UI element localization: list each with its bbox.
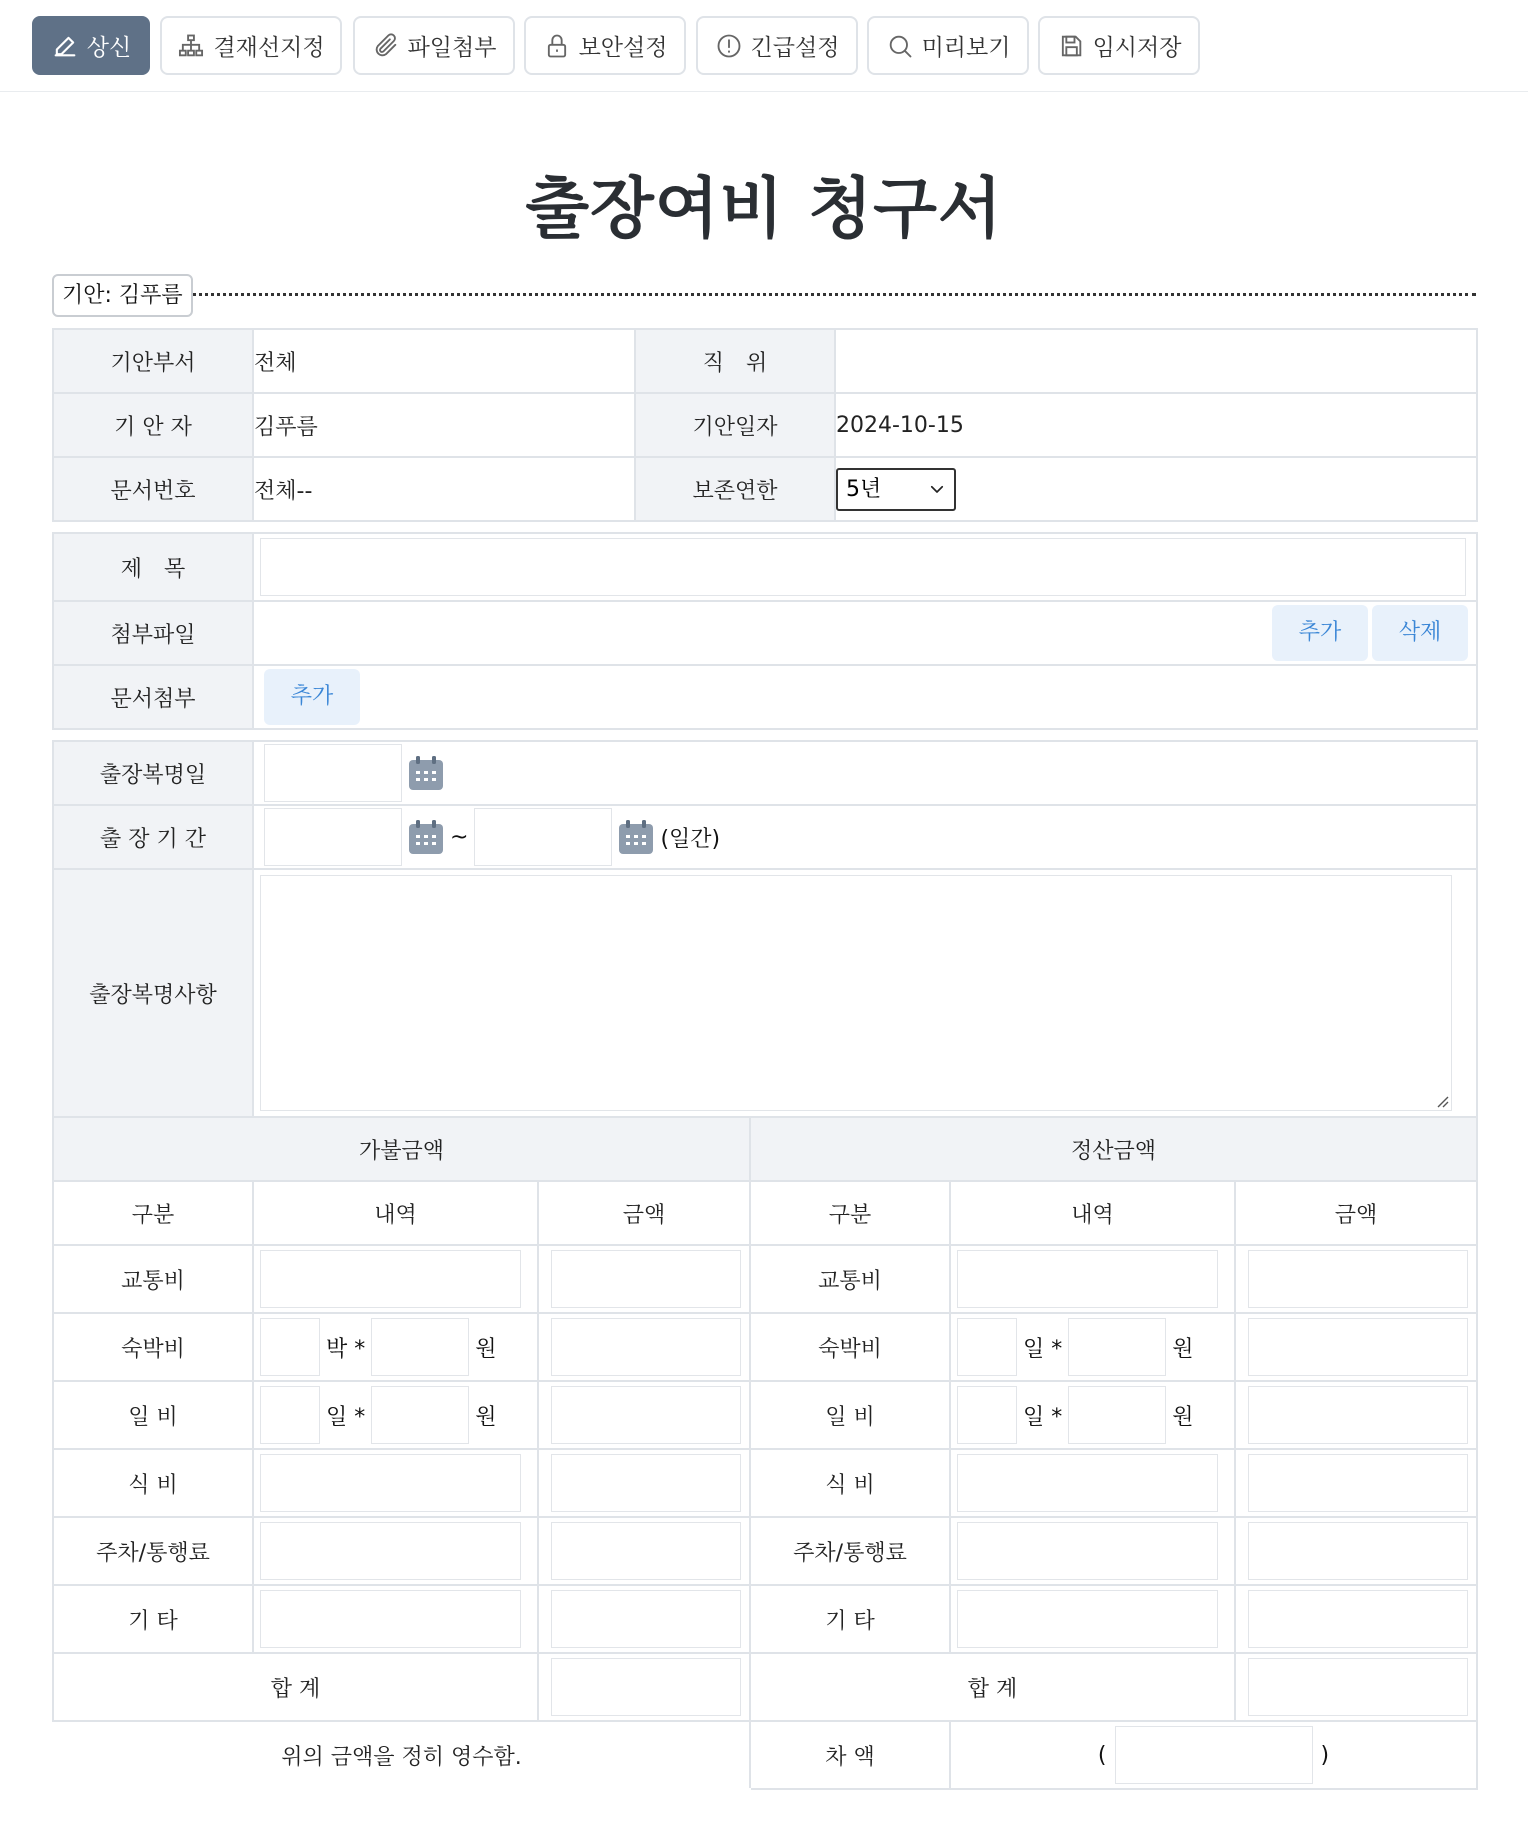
advance-etc-amount[interactable]	[551, 1590, 741, 1648]
period-label: 출 장 기 간	[53, 805, 253, 869]
row-meal-label: 식 비	[750, 1449, 950, 1517]
paren-close: )	[1320, 1742, 1330, 1768]
attach-delete-button[interactable]: 삭제	[1372, 605, 1468, 661]
advance-parking-detail[interactable]	[260, 1522, 521, 1580]
row-parking-label: 주차/통행료	[53, 1517, 253, 1585]
settle-parking-amount[interactable]	[1248, 1522, 1468, 1580]
settle-lodging-amount[interactable]	[1248, 1318, 1468, 1376]
temp-save-button[interactable]	[1038, 16, 1200, 75]
header-info-table	[52, 328, 1478, 522]
attach-file-label: 파일첨부	[407, 35, 497, 61]
org-chart-icon	[177, 32, 205, 60]
unit-won: 원	[475, 1336, 497, 1362]
settle-etc-detail[interactable]	[957, 1590, 1218, 1648]
alert-circle-icon	[715, 32, 743, 60]
settle-daily-rate[interactable]	[1068, 1386, 1166, 1444]
temp-save-label: 임시저장	[1092, 35, 1182, 61]
attach-file-button[interactable]	[353, 16, 515, 75]
table-row	[53, 1245, 1477, 1313]
preview-button[interactable]	[867, 16, 1029, 75]
advance-etc-detail[interactable]	[260, 1590, 521, 1648]
row-meal-label: 식 비	[53, 1449, 253, 1517]
advance-header: 가불금액	[53, 1117, 750, 1181]
submit-label: 상신	[86, 35, 132, 61]
advance-transport-amount[interactable]	[551, 1250, 741, 1308]
row-daily-label: 일 비	[53, 1381, 253, 1449]
table-row	[53, 1517, 1477, 1585]
unit-won: 원	[1172, 1336, 1194, 1362]
row-transport-label: 교통비	[53, 1245, 253, 1313]
advance-daily-rate[interactable]	[371, 1386, 469, 1444]
settle-transport-detail[interactable]	[957, 1250, 1218, 1308]
draft-date-value: 2024-10-15	[835, 393, 1477, 457]
diff-amount-input[interactable]	[1115, 1726, 1313, 1784]
draft-date-label: 기안일자	[635, 393, 835, 457]
period-tilde: ~	[450, 824, 469, 850]
row-daily-label: 일 비	[750, 1381, 950, 1449]
security-button[interactable]	[524, 16, 686, 75]
calendar-icon[interactable]	[408, 819, 444, 855]
col-category: 구분	[53, 1181, 253, 1245]
doc-no-value: 전체--	[253, 457, 635, 521]
calendar-icon[interactable]	[618, 819, 654, 855]
drafter-label: 기 안 자	[53, 393, 253, 457]
row-etc-label: 기 타	[53, 1585, 253, 1653]
diff-label: 차 액	[750, 1721, 950, 1789]
pencil-icon	[51, 32, 79, 60]
advance-lodging-rate[interactable]	[371, 1318, 469, 1376]
doc-no-label: 문서번호	[53, 457, 253, 521]
unit-day: 일 *	[1023, 1404, 1063, 1430]
unit-won: 원	[475, 1404, 497, 1430]
advance-daily-amount[interactable]	[551, 1386, 741, 1444]
retention-label: 보존연한	[635, 457, 835, 521]
resize-handle-icon[interactable]	[1435, 1094, 1449, 1108]
row-parking-label: 주차/통행료	[750, 1517, 950, 1585]
submit-button[interactable]	[32, 16, 150, 75]
position-label: 직 위	[635, 329, 835, 393]
paren-open: (	[1097, 1742, 1107, 1768]
col-detail: 내역	[950, 1181, 1235, 1245]
drafter-value: 김푸름	[253, 393, 635, 457]
settle-daily-amount[interactable]	[1248, 1386, 1468, 1444]
retention-select-wrap	[836, 468, 956, 511]
urgent-button[interactable]	[696, 16, 858, 75]
trip-expense-table	[52, 740, 1478, 1790]
receipt-text: 위의 금액을 정히 영수함.	[53, 1721, 750, 1789]
document-title: 출장여비 청구서	[525, 170, 1003, 247]
attach-add-button[interactable]: 추가	[1272, 605, 1368, 661]
subject-input[interactable]	[260, 538, 1466, 596]
report-textarea[interactable]	[260, 875, 1452, 1111]
col-category: 구분	[750, 1181, 950, 1245]
advance-daily-days[interactable]	[260, 1386, 320, 1444]
period-start-input[interactable]	[264, 808, 402, 866]
security-label: 보안설정	[578, 35, 668, 61]
settle-daily-days[interactable]	[957, 1386, 1017, 1444]
approval-line-button[interactable]	[160, 16, 342, 75]
table-row	[53, 1381, 1477, 1449]
settle-transport-amount[interactable]	[1248, 1250, 1468, 1308]
unit-day: 일 *	[1023, 1336, 1063, 1362]
position-value	[835, 329, 1477, 393]
col-amount: 금액	[538, 1181, 750, 1245]
report-label: 출장복명사항	[53, 869, 253, 1117]
advance-lodging-nights[interactable]	[260, 1318, 320, 1376]
settle-lodging-days[interactable]	[957, 1318, 1017, 1376]
drafter-tag: 기안: 김푸름	[52, 274, 193, 317]
table-row	[53, 1313, 1477, 1381]
advance-total-amount[interactable]	[551, 1658, 741, 1716]
row-etc-label: 기 타	[750, 1585, 950, 1653]
calendar-icon[interactable]	[408, 755, 444, 791]
doc-attach-label: 문서첨부	[53, 665, 253, 729]
settle-parking-detail[interactable]	[957, 1522, 1218, 1580]
settle-meal-detail[interactable]	[957, 1454, 1218, 1512]
table-row	[53, 1449, 1477, 1517]
attach-file-row-label: 첨부파일	[53, 601, 253, 665]
settle-total-label: 합 계	[750, 1653, 1235, 1721]
days-label: (일간)	[660, 826, 721, 852]
col-amount: 금액	[1235, 1181, 1477, 1245]
col-detail: 내역	[253, 1181, 538, 1245]
subject-table	[52, 532, 1478, 730]
settle-meal-amount[interactable]	[1248, 1454, 1468, 1512]
advance-meal-detail[interactable]	[260, 1454, 521, 1512]
settle-total-amount[interactable]	[1248, 1658, 1468, 1716]
search-icon	[886, 32, 914, 60]
receipt-row	[53, 1721, 1477, 1789]
total-row	[53, 1653, 1477, 1721]
dept-label: 기안부서	[53, 329, 253, 393]
settle-etc-amount[interactable]	[1248, 1590, 1468, 1648]
lock-icon	[543, 32, 571, 60]
period-end-input[interactable]	[474, 808, 612, 866]
unit-night: 박 *	[326, 1336, 366, 1362]
advance-meal-amount[interactable]	[551, 1454, 741, 1512]
subject-label: 제 목	[53, 533, 253, 601]
row-lodging-label: 숙박비	[750, 1313, 950, 1381]
row-lodging-label: 숙박비	[53, 1313, 253, 1381]
table-row	[53, 1585, 1477, 1653]
unit-won: 원	[1172, 1404, 1194, 1430]
dept-value: 전체	[253, 329, 635, 393]
paperclip-icon	[372, 32, 400, 60]
toolbar	[0, 0, 1528, 92]
order-date-label: 출장복명일	[53, 741, 253, 805]
unit-day: 일 *	[326, 1404, 366, 1430]
urgent-label: 긴급설정	[750, 35, 840, 61]
dotted-divider	[186, 293, 1476, 296]
advance-parking-amount[interactable]	[551, 1522, 741, 1580]
advance-lodging-amount[interactable]	[551, 1318, 741, 1376]
advance-total-label: 합 계	[53, 1653, 538, 1721]
retention-select[interactable]	[836, 468, 956, 511]
approval-line-label: 결재선지정	[213, 35, 325, 61]
settle-lodging-rate[interactable]	[1068, 1318, 1166, 1376]
preview-label: 미리보기	[921, 35, 1011, 61]
advance-transport-detail[interactable]	[260, 1250, 521, 1308]
save-icon	[1057, 32, 1085, 60]
order-date-input[interactable]	[264, 744, 402, 802]
settle-header: 정산금액	[750, 1117, 1477, 1181]
doc-attach-add-button[interactable]: 추가	[264, 669, 360, 725]
row-transport-label: 교통비	[750, 1245, 950, 1313]
